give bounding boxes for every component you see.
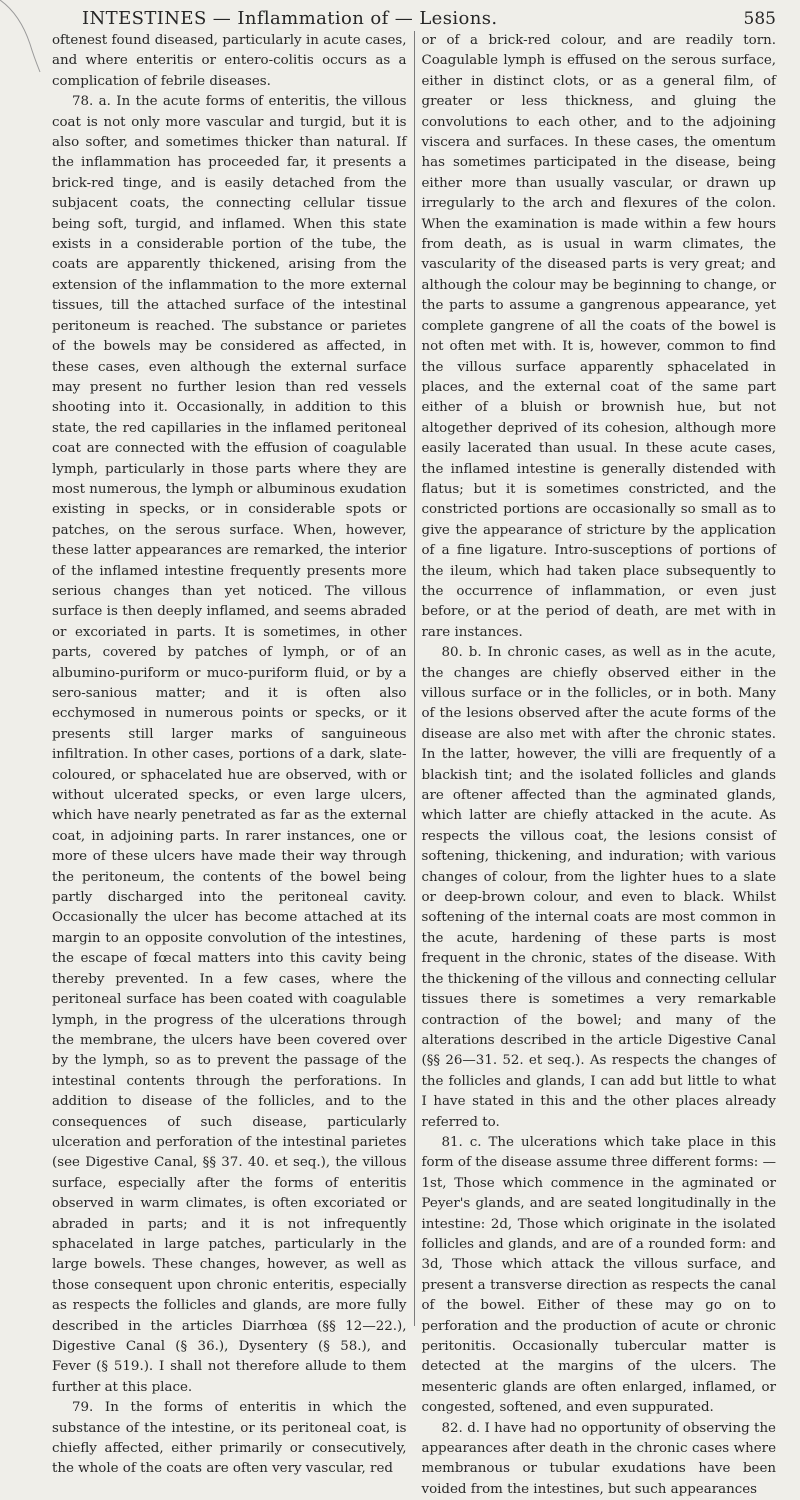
paragraph: oftenest found diseased, particularly in acute cases, and where enteritis or entero-colitis occurs as a complication of febrile diseases. <box>52 33 407 89</box>
paragraph: 79. In the forms of enteritis in which the substance of the intestine, or its peritoneal coat, is chiefly affected, either primarily or consecutively, the whole of the coats are often very vascular, red <box>52 1400 407 1477</box>
text-columns <box>52 31 776 1497</box>
page-number: 585 <box>743 9 776 29</box>
paragraph: 78. a. In the acute forms of enteritis, the villous coat is not only more vascular and turgid, but it is also softer, and sometimes thicker than natural. If the inflammation has proceeded far, it presents a brick-red tinge, and is easily detached from the subjacent coats, the connecting cellular tissue being soft, turgid, and inflamed. When this state exists in a considerable portion of the tube, the coats are apparently thickened, arising from the extension of the inflammation to the more external tissues, till the attached surface of the intestinal peritoneum is reached. The substance or parietes of the bowels may be considered as affected, in these cases, even although the external surface may present no further lesion than red vessels shooting into it. Occasionally, in addition to this state, the red capillaries in the inflamed peritoneal coat are connected with the effusion of coagulable lymph, particularly in those parts where they are most numerous, the lymph or albuminous exudation existing in specks, or in considerable spots or patches, on the serous surface. When, however, these latter appearances are remarked, the interior of the inflamed intestine frequently presents more serious changes than yet noticed. The villous surface is then deeply inflamed, and seems abraded or excoriated in parts. It is sometimes, in other parts, covered by patches of lymph, or of an albumino-puriform or muco-puriform fluid, or by a sero-sanious matter; and it is often also ecchymosed in numerous points or specks, or it presents still larger marks of sanguineous infiltration. In other cases, portions of a dark, slate-coloured, or sphacelated hue are observed, with or without ulcerated specks, or even large ulcers, which have nearly penetrated as far as the external coat, in adjoining parts. In rarer instances, one or more of these ulcers have made their way through the peritoneum, the contents of the bowel being partly discharged into the peritoneal cavity. Occasionally the ulcer has become attached at its margin to an opposite convolution of the intestines, the escape of fœcal matters into this cavity being thereby prevented. In a few cases, where the peritoneal surface has been coated with coagulable lymph, in the progress of the ulcerations through the membrane, the ulcers have been covered over by the lymph, so as to prevent the passage of the intestinal contents through the perforations. In addition to disease of the follicles, and to the consequences of such disease, particularly ulceration and perforation of the intestinal parietes (see Digestive Canal, §§ 37. 40. et seq.), the villous surface, especially after the forms of enteritis observed in warm climates, is often excoriated or abraded in parts; and it is not infrequently sphacelated in large patches, particularly in the large bowels. These changes, however, as well as those consequent upon chronic enteritis, especially as respects the follicles and glands, are more fully described in the articles Diarrhœa (§§ 12—22.), Digestive Canal (§ 36.), Dysentery (§ 58.), and Fever (§ 519.). I shall not therefore allude to them further at this place. <box>52 94 407 1395</box>
right-column <box>414 31 777 1497</box>
paragraph: 80. b. In chronic cases, as well as in the acute, the changes are chiefly observed either in the villous surface or in the follicles, or in both. Many of the lesions observed after the acute forms of the disease are also met with after the chronic states. In the latter, however, the villi are frequently of a blackish tint; and the isolated follicles and glands are oftener affected than the agminated glands, which latter are chiefly attacked in the acute. As respects the villous coat, the lesions consist of softening, thickening, and induration; with various changes of colour, from the lighter hues to a slate or deep-brown colour, and even to black. Whilst softening of the internal coats are most common in the acute, hardening of these parts is most frequent in the chronic, states of the disease. With the thickening of the villous and connecting cellular tissues there is sometimes a very remarkable contraction of the bowel; and many of the alterations described in the article Digestive Canal (§§ 26—31. 52. et seq.). As respects the changes of the follicles and glands, I can add but little to what I have stated in this and the other places already referred to. <box>421 645 776 1130</box>
running-title: INTESTINES — Inflammation of — Lesions. <box>82 8 498 29</box>
page-curl-edge <box>0 0 40 72</box>
running-header <box>82 8 776 29</box>
paragraph: 81. c. The ulcerations which take place in this form of the disease assume three different forms: — 1st, Those which commence in the agminated or Peyer's glands, and are seated longitudinally in the intestine: 2d, Those which originate in the isolated follicles and glands, and are of a rounded form: and 3d, Those which attack the villous surface, and present a transverse direction as respects the canal of the bowel. Either of these may go on to perforation and the production of acute or chronic peritonitis. Occasionally tubercular matter is detected at the margins of the ulcers. The mesenteric glands are often enlarged, inflamed, or congested, softened, and even suppurated. <box>421 1134 776 1416</box>
paragraph: 82. d. I have had no opportunity of observing the appearances after death in the chronic cases where membranous or tubular exudations have been voided from the intestines, but such appearances <box>421 1420 776 1497</box>
paragraph: or of a brick-red colour, and are readily torn. Coagulable lymph is effused on the serous surface, either in distinct clots, or as a general film, of greater or less thickness, and gluing the convolutions to each other, and to the adjoining viscera and surfaces. In these cases, the omentum has sometimes participated in the disease, being either more than usually vascular, or drawn up irregularly to the arch and flexures of the colon. When the examination is made within a few hours from death, as is usual in warm climates, the vascularity of the diseased parts is very great; and although the colour may be beginning to change, or the parts to assume a gangrenous appearance, yet complete gangrene of all the coats of the bowel is not often met with. It is, however, common to find the villous surface apparently sphacelated in places, and the external coat of the same part either of a bluish or brownish hue, but not altogether deprived of its cohesion, although more easily lacerated than usual. In these acute cases, the inflamed intestine is generally distended with flatus; but it is sometimes constricted, and the constricted portions are occasionally so small as to give the appearance of stricture by the application of a fine ligature. Intro-susceptions of portions of the ileum, which had taken place subsequently to the occurrence of inflammation, or even just before, or at the period of death, are met with in rare instances. <box>421 33 776 640</box>
left-column <box>52 31 414 1477</box>
